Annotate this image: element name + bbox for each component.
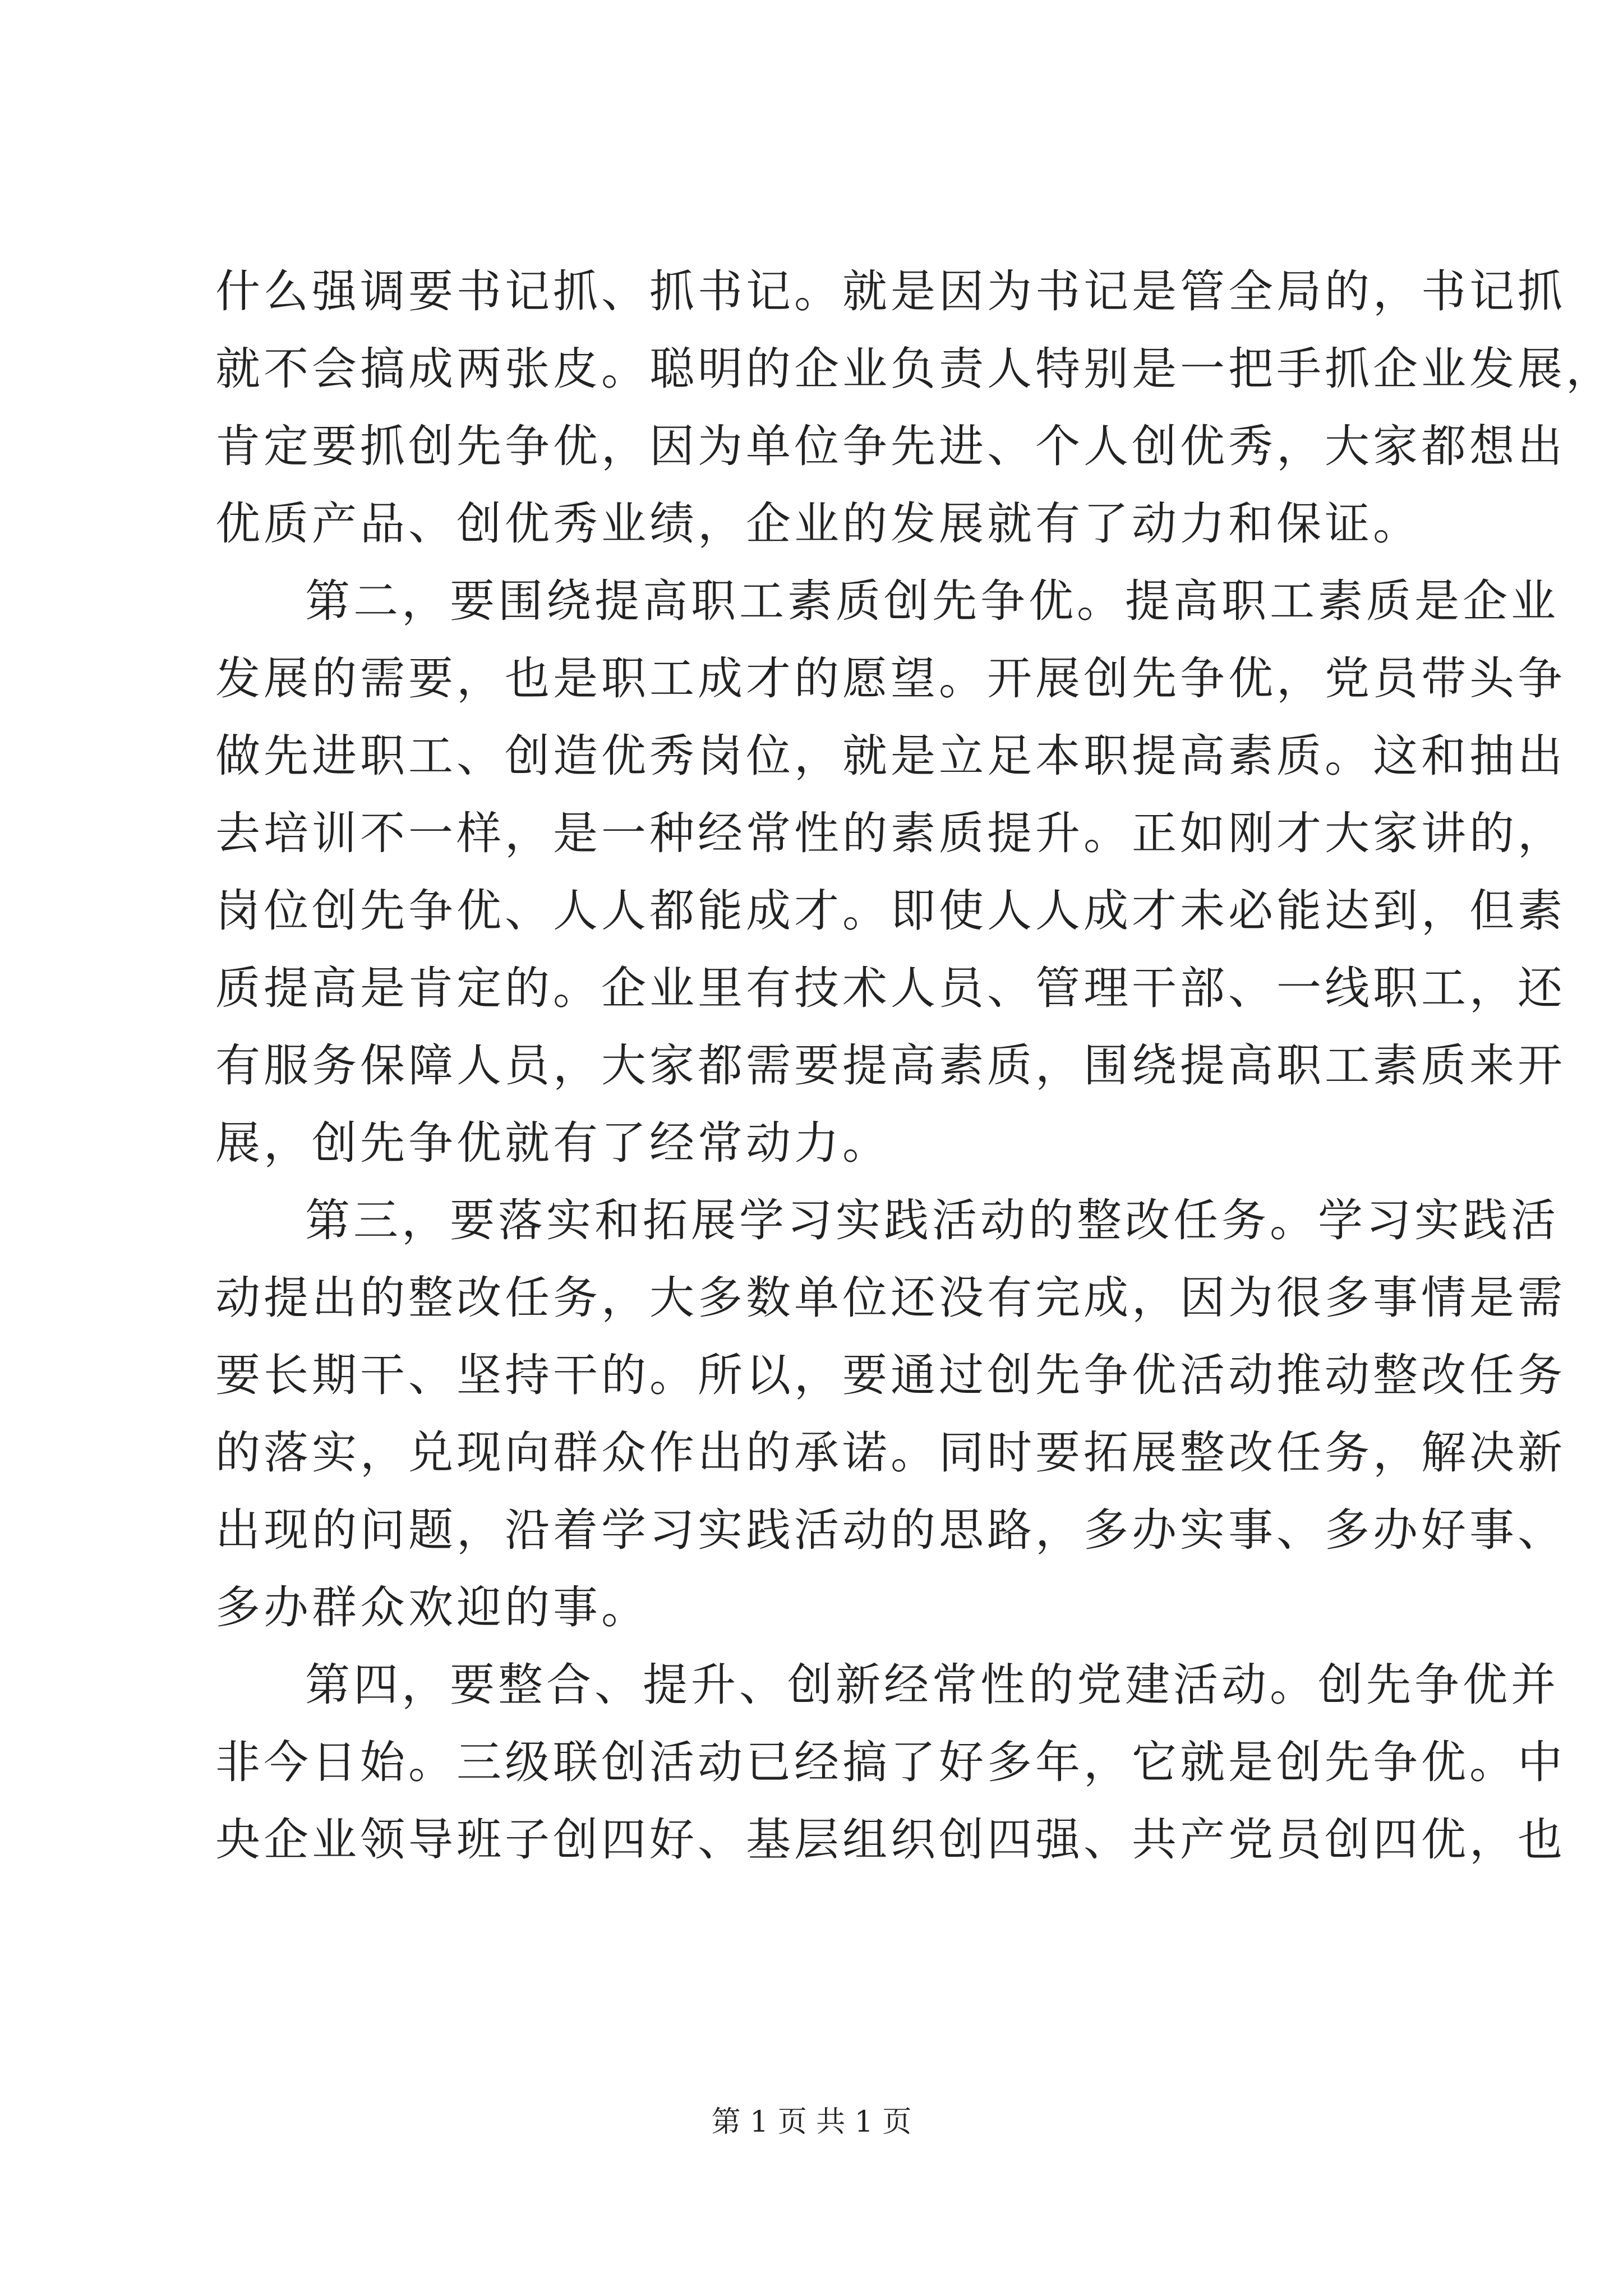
paragraph-2-line-2: 发展的需要，也是职工成才的愿望。开展创先争优，党员带头争 [215,652,1566,705]
paragraph-2-line-5: 岗位创先争优、人人都能成才。即使人人成才未必能达到，但素 [215,885,1566,937]
paragraph-2-line-3: 做先进职工、创造优秀岗位，就是立足本职提高素质。这和抽出 [215,730,1566,782]
paragraph-1-line-1: 什么强调要书记抓、抓书记。就是因为书记是管全局的，书记抓 [215,265,1566,318]
paragraph-3-line-3: 要长期干、坚持干的。所以，要通过创先争优活动推动整改任务 [215,1349,1566,1401]
paragraph-2-line-4: 去培训不一样，是一种经常性的素质提升。正如刚才大家讲的， [215,807,1566,859]
paragraph-2-line-7: 有服务保障人员，大家都需要提高素质，围绕提高职工素质来开 [215,1039,1566,1092]
page-footer: 第 1 页 共 1 页 [711,2105,912,2139]
paragraph-1-line-4: 优质产品、创优秀业绩，企业的发展就有了动力和保证。 [215,498,1421,550]
paragraph-4-line-2: 非今日始。三级联创活动已经搞了好多年，它就是创先争优。中 [215,1736,1566,1788]
paragraph-3-line-4: 的落实，兑现向群众作出的承诺。同时要拓展整改任务，解决新 [215,1427,1566,1479]
paragraph-2-line-8: 展，创先争优就有了经常动力。 [215,1117,891,1169]
paragraph-3-line-5: 出现的问题，沿着学习实践活动的思路，多办实事、多办好事、 [215,1504,1566,1556]
paragraph-3-line-2: 动提出的整改任务，大多数单位还没有完成，因为很多事情是需 [215,1272,1566,1324]
paragraph-1-line-3: 肯定要抓创先争优，因为单位争先进、个人创优秀，大家都想出 [215,420,1566,472]
paragraph-3-line-6: 多办群众欢迎的事。 [215,1581,649,1634]
paragraph-2-line-1: 第二，要围绕提高职工素质创先争优。提高职工素质是企业 [305,575,1559,627]
paragraph-4-line-1: 第四，要整合、提升、创新经常性的党建活动。创先争优并 [305,1659,1559,1711]
paragraph-4-line-3: 央企业领导班子创四好、基层组织创四强、共产党员创四优，也 [215,1814,1566,1866]
paragraph-2-line-6: 质提高是肯定的。企业里有技术人员、管理干部、一线职工，还 [215,962,1566,1014]
paragraph-3-line-1: 第三，要落实和拓展学习实践活动的整改任务。学习实践活 [305,1194,1559,1246]
paragraph-1-line-2: 就不会搞成两张皮。聪明的企业负责人特别是一把手抓企业发展， [215,343,1614,395]
